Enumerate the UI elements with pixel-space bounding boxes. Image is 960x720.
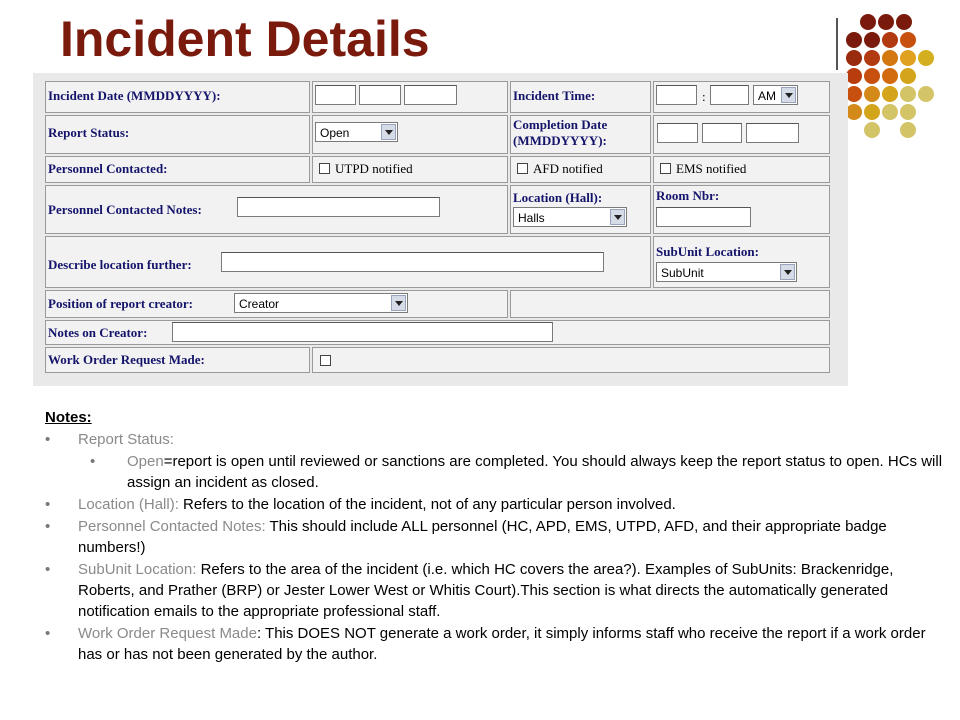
form-cell [510,290,830,318]
notes-section [45,408,950,666]
time-separator: : [702,89,706,104]
note-term: Personnel Contacted Notes: [78,518,270,535]
describe-location-input[interactable] [221,252,604,272]
dot [864,32,880,48]
note-text: Refers to the location of the incident, not of any particular person involved. [183,496,676,513]
title-divider [836,18,838,70]
completion-date-day-input[interactable] [702,123,742,143]
chevron-down-icon [381,124,396,140]
work-order-checkbox[interactable] [320,355,331,366]
dot [882,50,898,66]
notes-title: Notes: [45,409,92,426]
notes-creator-label: Notes on Creator: [48,325,148,340]
incident-time-minute-input[interactable] [710,85,749,105]
dot [864,122,880,138]
dot [878,14,894,30]
incident-date-label: Incident Date (MMDDYYYY): [48,88,221,103]
report-status-label: Report Status: [48,125,130,140]
chevron-down-icon [781,87,796,103]
incident-time-label: Incident Time: [513,88,596,103]
note-item [45,623,950,665]
incident-date-month-input[interactable] [315,85,356,105]
bullet-icon: • [45,518,51,535]
note-item [45,429,950,450]
utpd-notified-text: UTPD notified [335,161,413,176]
note-item [45,516,950,558]
report-status-value: Open [320,126,350,140]
bullet-icon: • [45,561,51,578]
slide-title: Incident Details [60,11,430,67]
note-term: Work Order Request Made [78,625,257,642]
note-item [45,559,950,622]
room-nbr-label: Room Nbr: [656,188,720,203]
completion-date-year-input[interactable] [746,123,799,143]
incident-date-year-input[interactable] [404,85,457,105]
location-hall-value: Halls [518,211,545,225]
dot [864,104,880,120]
dot [864,68,880,84]
bullet-icon: • [45,496,51,513]
personnel-notes-label: Personnel Contacted Notes: [48,202,202,217]
note-term: Report Status: [78,431,174,448]
note-text: : This DOES NOT generate a work order, it simply informs staff who receive the report if a work order has or has not been generated by the author. [78,625,926,663]
position-creator-select[interactable] [234,293,408,313]
subunit-location-select[interactable] [656,262,797,282]
location-hall-select[interactable] [513,207,627,227]
dot [846,68,862,84]
position-creator-value: Creator [239,297,280,311]
note-item [45,494,950,515]
bullet-icon: • [45,625,51,642]
chevron-down-icon [780,264,795,280]
afd-notified-checkbox[interactable] [517,163,528,174]
incident-time-ampm-select[interactable] [753,85,798,105]
dot [900,50,916,66]
note-text: This should include ALL personnel (HC, APD, EMS, UTPD, AFD, and their appropriate badge numbers!) [78,518,887,556]
chevron-down-icon [610,209,625,225]
note-text: =report is open until reviewed or sanctions are completed. You should always keep the report status to open. HCs will assign an incident as closed. [127,453,943,491]
dot [918,86,934,102]
decorative-dot-pattern [846,14,946,164]
dot [846,86,862,102]
ems-notified-text: EMS notified [676,161,747,176]
form-cell [312,347,830,373]
dot [900,86,916,102]
note-term: SubUnit Location: [78,561,201,578]
dot [896,14,912,30]
dot [864,86,880,102]
dot [900,32,916,48]
describe-location-label: Describe location further: [48,257,192,272]
completion-date-label: Completion Date (MMDDYYYY): [513,117,608,148]
afd-notified-text: AFD notified [533,161,603,176]
dot [900,68,916,84]
utpd-notified-checkbox[interactable] [319,163,330,174]
bullet-icon: • [45,431,51,448]
dot [882,68,898,84]
work-order-label: Work Order Request Made: [48,352,205,367]
incident-date-day-input[interactable] [359,85,401,105]
location-hall-label: Location (Hall): [513,190,603,205]
ems-notified-checkbox[interactable] [660,163,671,174]
subunit-location-label: SubUnit Location: [656,244,759,259]
note-subitem [45,451,950,493]
dot [860,14,876,30]
dot [882,86,898,102]
dot [864,50,880,66]
note-term: Open [127,453,164,470]
dot [918,50,934,66]
chevron-down-icon [391,295,406,311]
notes-creator-input[interactable] [172,322,553,342]
position-creator-label: Position of report creator: [48,296,193,311]
completion-date-month-input[interactable] [657,123,698,143]
dot [846,50,862,66]
dot [846,104,862,120]
dot [882,32,898,48]
note-term: Location (Hall): [78,496,184,513]
ampm-value: AM [758,89,776,103]
dot [846,32,862,48]
dot [882,104,898,120]
personnel-contacted-label: Personnel Contacted: [48,161,168,176]
subunit-location-value: SubUnit [661,266,704,280]
bullet-icon: • [90,453,96,470]
room-nbr-input[interactable] [656,207,751,227]
dot [900,122,916,138]
dot [900,104,916,120]
report-status-select[interactable] [315,122,398,142]
note-text: Refers to the area of the incident (i.e. which HC covers the area?). Examples of SubUnits: Brackenridge, Roberts, and Prather (BRP) or Jester Lower West or Whitis Court).This section is what directs the automatically generated notification emails to the appropriate professional staff. [78,561,894,620]
personnel-notes-input[interactable] [237,197,440,217]
incident-time-hour-input[interactable] [656,85,697,105]
incident-form [33,73,848,386]
